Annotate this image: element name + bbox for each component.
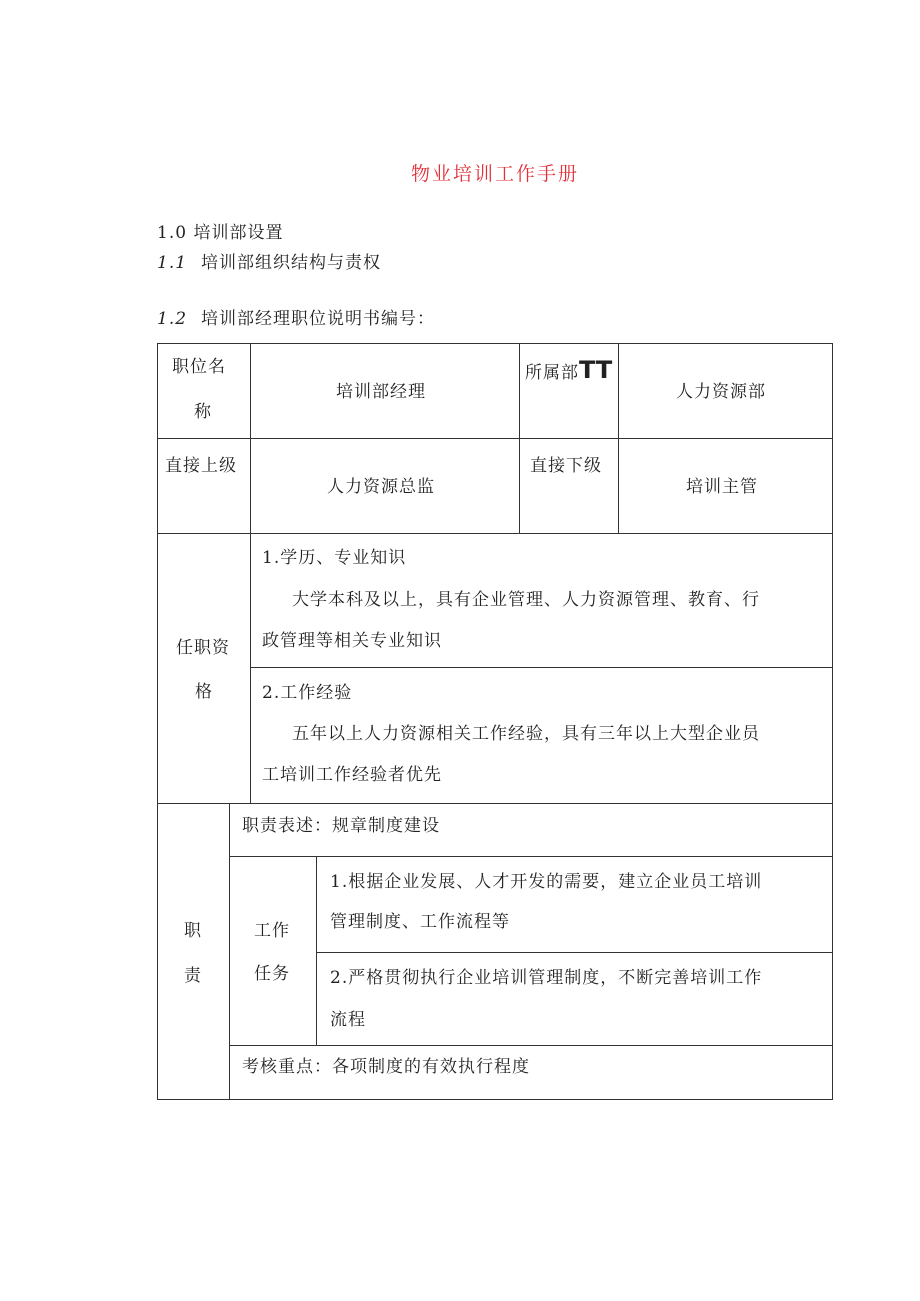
position-name-label-cont: 称 — [194, 402, 212, 422]
assessment-focus: 考核重点：各项制度的有效执行程度 — [242, 1057, 530, 1077]
table-border — [229, 1045, 833, 1046]
table-border — [250, 343, 251, 803]
position-name-label: 职位名 — [172, 357, 226, 377]
department-label-glyph: TT — [579, 356, 613, 384]
duty-description: 职责表述：规章制度建设 — [242, 816, 440, 836]
qualification-2-line2: 工培训工作经验者优先 — [262, 765, 442, 785]
table-border — [250, 667, 833, 668]
superior-label: 直接上级 — [165, 456, 237, 476]
task-label-cont: 任务 — [254, 964, 290, 984]
table-border — [157, 1099, 833, 1100]
task-2-line1: 2.严格贯彻执行企业培训管理制度，不断完善培训工作 — [330, 968, 763, 988]
document-title: 物业培训工作手册 — [410, 163, 579, 185]
qualification-1-heading: 1.学历、专业知识 — [262, 548, 407, 568]
section-heading-1-2 — [157, 304, 435, 329]
table-border — [832, 343, 833, 1100]
table-border — [157, 343, 158, 1100]
position-name-value: 培训部经理 — [336, 382, 426, 402]
duty-label: 职 — [184, 921, 202, 941]
qualification-label: 任职资 — [176, 638, 230, 658]
department-value: 人力资源部 — [676, 382, 766, 402]
section-number: 1.2 — [157, 309, 188, 329]
section-text: 培训部组织结构与责权 — [201, 253, 381, 273]
table-border — [316, 952, 833, 953]
qualification-1-line2: 政管理等相关专业知识 — [262, 631, 442, 651]
section-number: 1.1 — [157, 253, 188, 273]
superior-value: 人力资源总监 — [327, 477, 435, 497]
table-border — [157, 438, 833, 439]
duty-label-cont: 责 — [184, 966, 202, 986]
task-1-line1: 1.根据企业发展、人才开发的需要，建立企业员工培训 — [330, 872, 763, 892]
section-text: 培训部经理职位说明书编号： — [201, 309, 435, 329]
table-border — [157, 533, 833, 534]
department-label-text: 所属部 — [525, 363, 579, 383]
table-border — [519, 343, 520, 533]
task-2-line2: 流程 — [330, 1010, 366, 1030]
table-border — [157, 343, 833, 344]
subordinate-label: 直接下级 — [530, 456, 602, 476]
qualification-label-cont: 格 — [195, 682, 213, 702]
qualification-2-heading: 2.工作经验 — [262, 683, 353, 703]
section-heading-1-1 — [157, 248, 381, 273]
table-border — [316, 856, 317, 1046]
qualification-2-line1: 五年以上人力资源相关工作经验，具有三年以上大型企业员 — [292, 724, 760, 744]
table-border — [618, 343, 619, 533]
table-border — [157, 803, 833, 804]
section-heading-1: 1.0 培训部设置 — [157, 223, 284, 243]
subordinate-value: 培训主管 — [686, 477, 758, 497]
task-1-line2: 管理制度、工作流程等 — [330, 912, 510, 932]
qualification-1-line1: 大学本科及以上，具有企业管理、人力资源管理、教育、行 — [292, 590, 760, 610]
table-border — [229, 803, 230, 1100]
task-label: 工作 — [254, 921, 290, 941]
department-label — [525, 356, 613, 384]
table-border — [229, 856, 833, 857]
